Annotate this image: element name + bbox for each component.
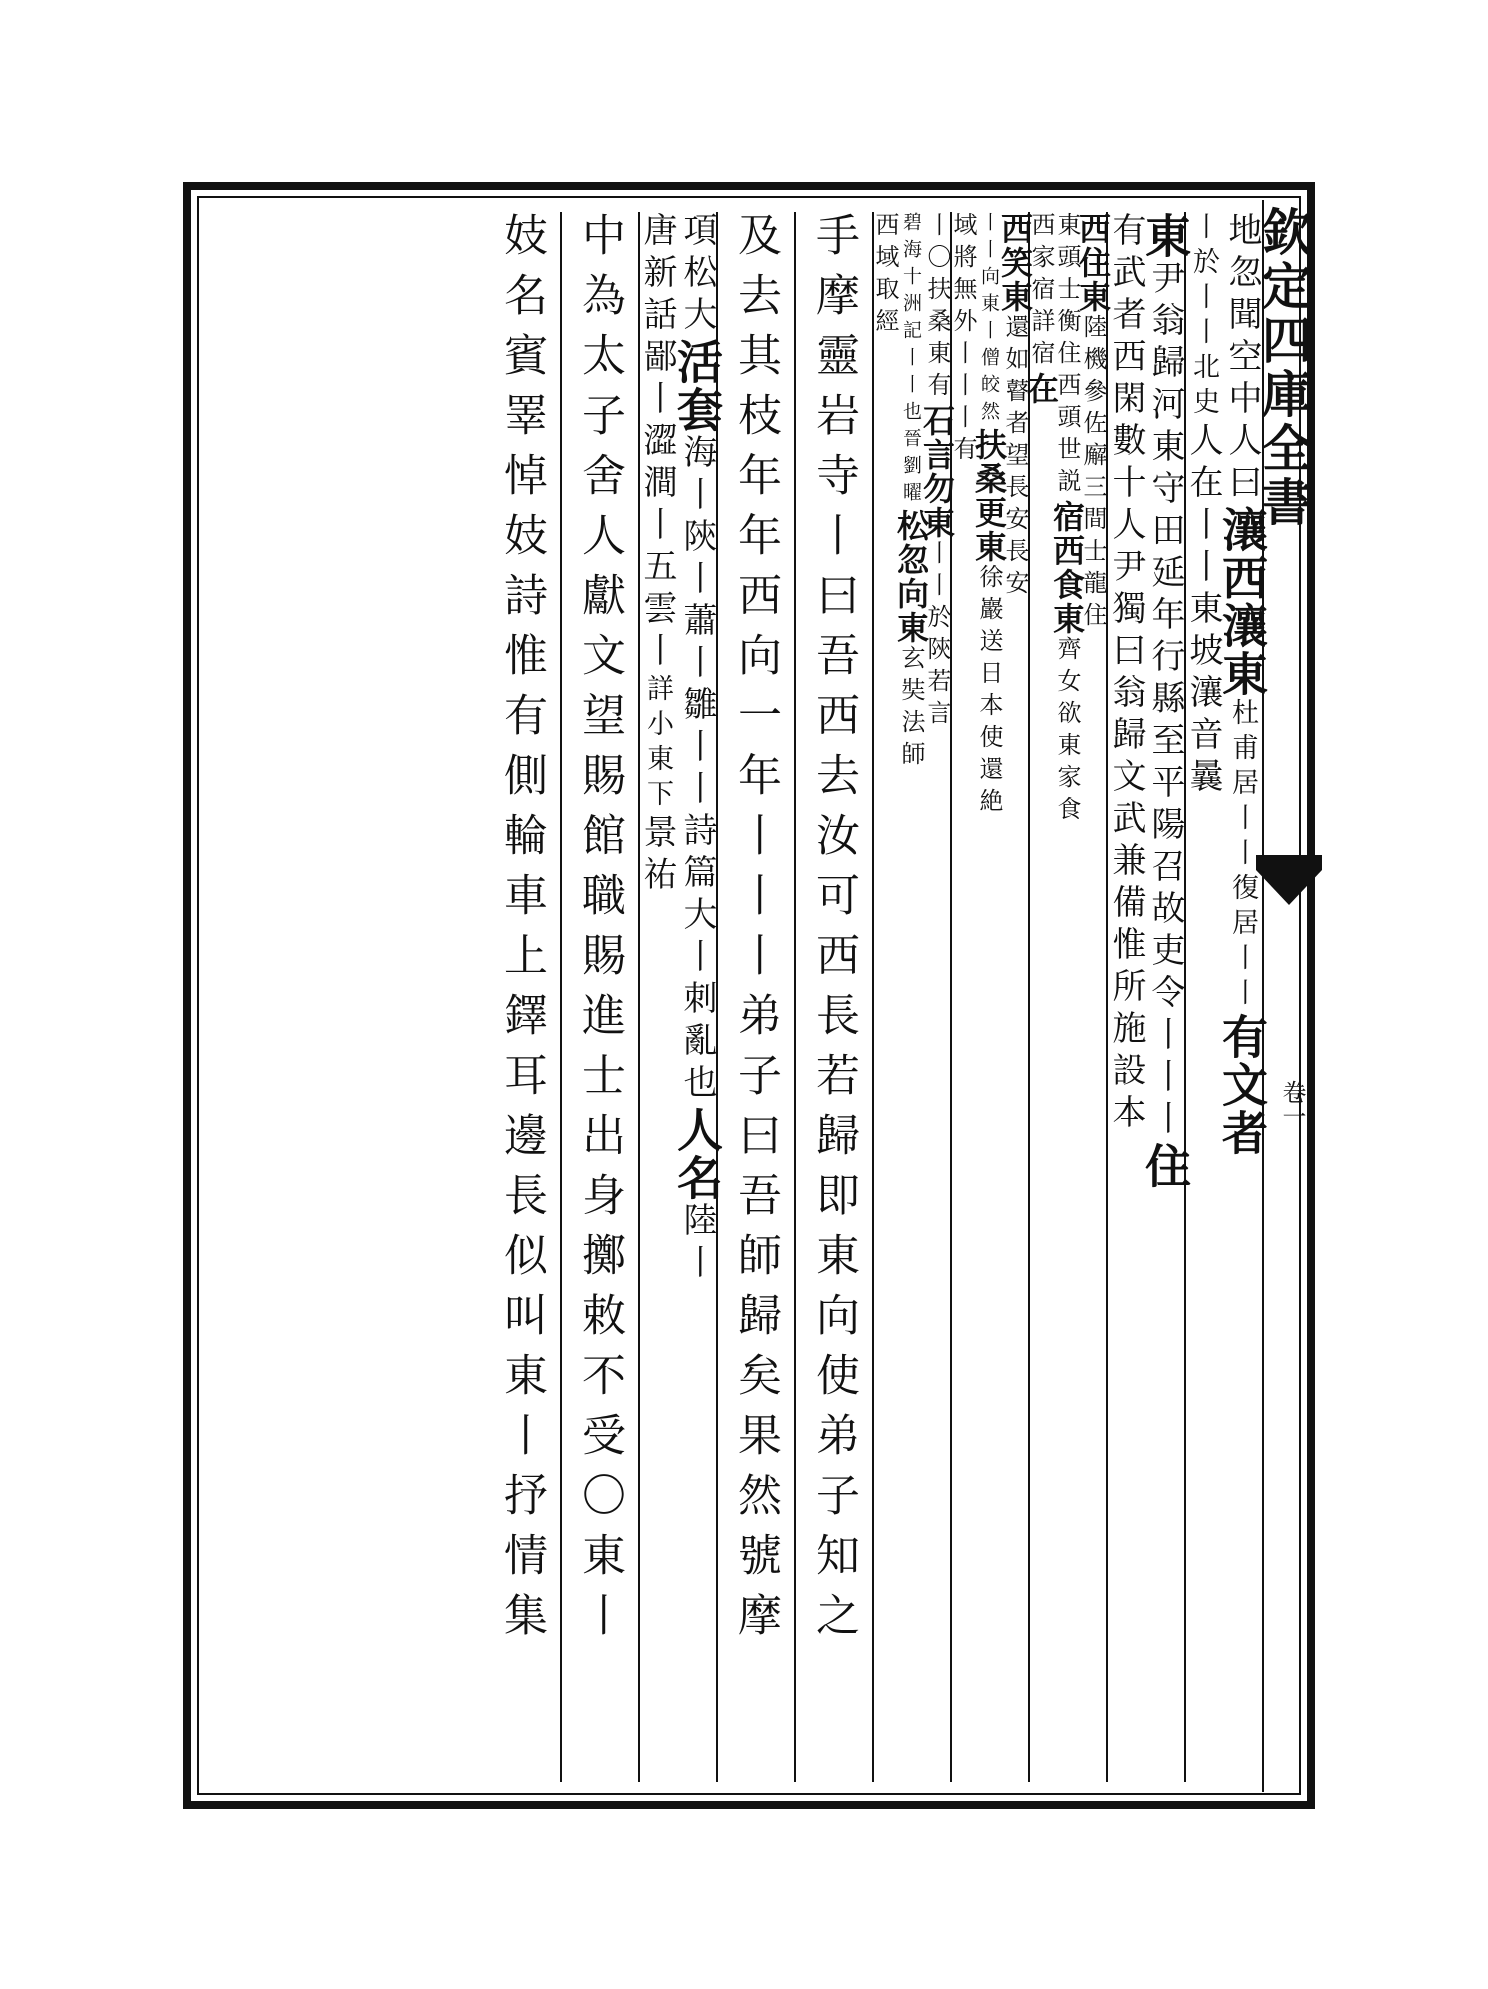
column-line xyxy=(1048,212,1086,1782)
text-column xyxy=(871,212,956,1782)
headword: 宿西食東 xyxy=(1048,500,1086,636)
text-column xyxy=(949,212,1034,1782)
text-run: 中為太子舍人獻文望賜館職賜進士出身擲敕不受〇東丨 xyxy=(574,212,625,1652)
annotation: 丨丨也晉劉曜 xyxy=(900,347,922,509)
column-line xyxy=(970,212,1008,1782)
column-line xyxy=(638,212,677,1782)
text-run: 齊女欲東家食 xyxy=(1053,636,1081,828)
headword: 活套 xyxy=(670,338,724,434)
text-column xyxy=(560,212,638,1782)
text-run: 徐巖送日本使還絶 xyxy=(975,564,1003,820)
text-run: 及去其枝年年西向一年丨丨丨弟子曰吾師歸矣果然號摩 xyxy=(730,212,781,1652)
column-line xyxy=(560,212,638,1782)
column-line xyxy=(872,212,898,1782)
text-run: 唐新話 xyxy=(637,212,677,338)
text-column xyxy=(482,212,560,1782)
text-run: 丨〇扶桑東有 xyxy=(923,212,951,404)
column-line xyxy=(482,212,560,1782)
headword: 扶桑更東 xyxy=(970,428,1008,564)
book-title: 欽定四庫全書 xyxy=(1254,206,1313,530)
column-line xyxy=(1215,212,1269,1782)
text-run: 丨丨於陝若言 xyxy=(923,540,951,732)
text-run: 玄奘法師 xyxy=(897,645,925,773)
fishtail-mark-icon xyxy=(1256,855,1322,905)
text-run: 陸丨 xyxy=(677,1202,717,1286)
headword: 西住東 xyxy=(1074,212,1112,314)
headword: 松忽向東 xyxy=(892,509,930,645)
text-run: 鄙丨澀澗丨五雲丨 xyxy=(637,338,677,674)
column-line xyxy=(794,212,872,1782)
text-run: 妓名賓睪悼妓詩惟有側輪車上鐸耳邊長似叫東丨抒情集 xyxy=(496,212,547,1652)
text-run: 還如瞽者望長安長安 xyxy=(1001,314,1029,602)
text-run: 項松大 xyxy=(677,212,717,338)
column-line xyxy=(716,212,794,1782)
annotation: 詳小東下 xyxy=(642,674,673,814)
text-run: 人在丨丨東坡瀼音曩 xyxy=(1183,422,1223,800)
text-run: 東頭士衡住西頭世説 xyxy=(1053,212,1081,500)
column-line xyxy=(670,212,724,1782)
text-run: 尹翁歸河東守田延年行縣至平陽召故吏令丨丨丨 xyxy=(1145,260,1185,1142)
column-line xyxy=(1106,212,1145,1782)
headword: 瀼西瀼東 xyxy=(1215,506,1269,698)
headword: 人名 xyxy=(670,1106,724,1202)
text-run: 地忽聞空中人曰 xyxy=(1222,212,1262,506)
annotation: 杜甫居丨丨復居丨丨 xyxy=(1227,698,1258,1013)
headword: 有文者 xyxy=(1215,1013,1269,1157)
text-column xyxy=(716,212,794,1782)
column-line xyxy=(1074,212,1112,1782)
center-margin-strip xyxy=(1254,200,1316,1792)
column-line xyxy=(918,212,956,1782)
column-line xyxy=(1022,212,1060,1782)
text-column xyxy=(794,212,872,1782)
headword: 東 xyxy=(1138,212,1192,260)
text-column xyxy=(637,212,724,1782)
headword: 石言勿東 xyxy=(918,404,956,540)
text-column xyxy=(1183,212,1269,1782)
headword: 在 xyxy=(1022,372,1060,406)
text-run: 域將無外丨丨丨有 xyxy=(949,212,977,468)
text-run: 詩篇大丨刺亂也 xyxy=(677,812,717,1106)
text-run: 西域取經 xyxy=(871,212,899,340)
text-column xyxy=(1106,212,1192,1782)
column-line xyxy=(996,212,1034,1782)
text-run: 海丨陝丨蕭丨雛丨丨 xyxy=(677,434,717,812)
column-line xyxy=(1138,212,1192,1782)
annotation: 丨丨向東丨僧皎然 xyxy=(978,212,1000,428)
text-run: 景祐 xyxy=(637,814,677,898)
column-line xyxy=(1184,212,1223,1782)
text-run: 手摩靈岩寺丨曰吾西去汝可西長若歸即東向使弟子知之 xyxy=(808,212,859,1652)
volume-label: 卷一 xyxy=(1278,1080,1306,1128)
headword: 西笑東 xyxy=(996,212,1034,314)
headword: 住 xyxy=(1138,1142,1192,1190)
text-run: 有武者西閑數十人尹獨曰翁歸文武兼備惟所施設本 xyxy=(1106,212,1146,1136)
text-run: 西家宿詳宿 xyxy=(1027,212,1055,372)
text-column xyxy=(1022,212,1112,1782)
text-run: 陸機參佐廨三間士龍住 xyxy=(1079,314,1107,634)
annotation: 碧海十洲記 xyxy=(900,212,922,347)
annotation: 丨於丨丨北史 xyxy=(1188,212,1219,422)
